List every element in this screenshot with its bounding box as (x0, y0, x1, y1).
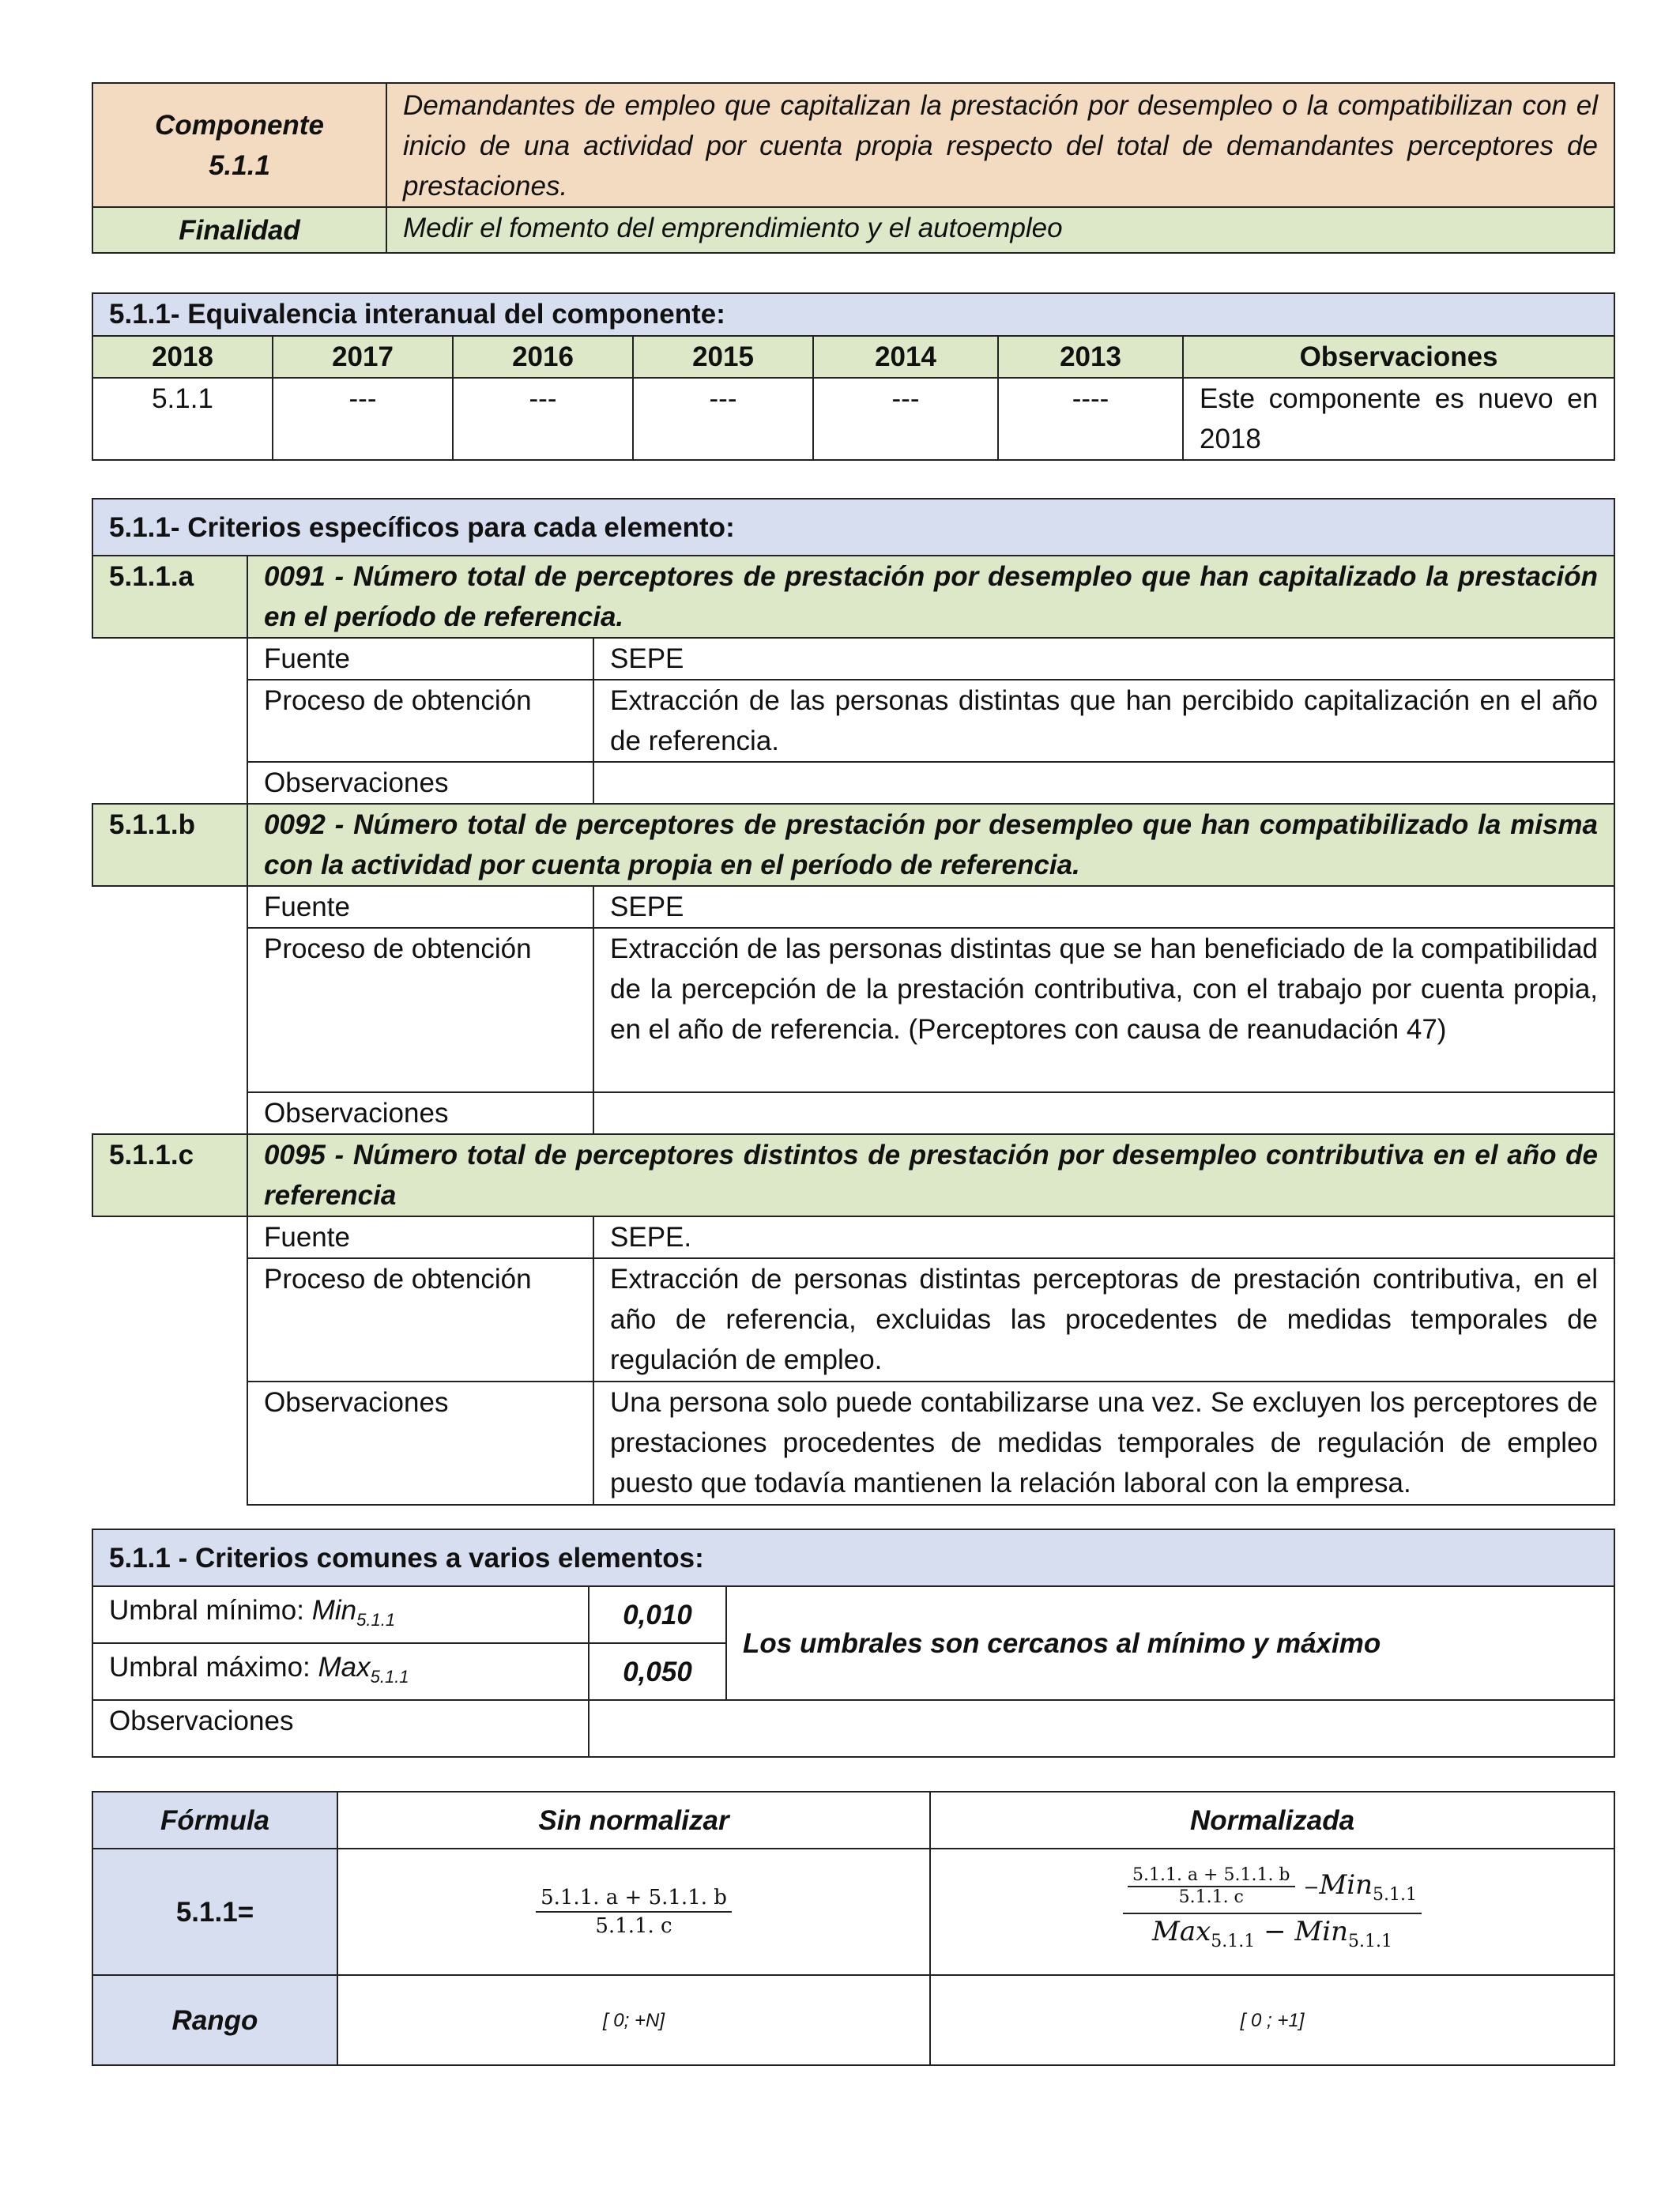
observaciones-label: Observaciones (247, 762, 593, 804)
rango-normalizada: [ 0 ; +1] (930, 1975, 1614, 2065)
element-code: 5.1.1.a (92, 556, 247, 638)
eq-header-2015: 2015 (633, 336, 813, 378)
eq-value-2017: --- (273, 378, 453, 460)
umbral-minimo-label: Umbral mínimo: Min$_{5.1.1}$ (92, 1586, 589, 1643)
fraction: $\frac{5.1.1. a + 5.1.1. b}{5.1.1. c}$ −Min$_{5.1.1}$ Max$_{5.1.1}$ − Min$_{5.1.1}$ (1123, 1865, 1422, 1959)
sin-normalizar-header: Sin normalizar (337, 1792, 930, 1849)
sin-normalizar-formula (337, 1849, 930, 1975)
fuente-value: SEPE. (593, 1216, 1614, 1258)
fuente-value: SEPE (593, 638, 1614, 680)
eq-value-2014: --- (813, 378, 998, 460)
eq-value-2018: 5.1.1 (92, 378, 273, 460)
rango-sin-normalizar: [ 0; +N] (337, 1975, 930, 2065)
formula-table (92, 1791, 1615, 2066)
element-title: 0092 - Número total de perceptores de prestación por desempleo que han compatibilizado la misma con la actividad por cuenta propia en el período de referencia. (247, 804, 1614, 886)
eq-header-2018: 2018 (92, 336, 273, 378)
component-number: 5.1.1 (209, 149, 270, 181)
proceso-value: Extracción de las personas distintas que se han beneficiado de la compatibilidad de la percepción de la prestación contributiva, con el trabajo por cuenta propia, en el año de referencia. (Perceptores con causa de reanudación 47) (593, 928, 1614, 1092)
component-table (92, 82, 1615, 254)
umbral-maximo-label: Umbral máximo: Max$_{5.1.1}$ (92, 1643, 589, 1700)
criteria-table (92, 498, 1615, 1506)
umbral-maximo-value: 0,050 (589, 1643, 726, 1700)
proceso-label: Proceso de obtención (247, 1258, 593, 1382)
eq-observaciones: Este componente es nuevo en 2018 (1183, 378, 1614, 460)
eq-header-2017: 2017 (273, 336, 453, 378)
fuente-value: SEPE (593, 886, 1614, 928)
umbral-minimo-value: 0,010 (589, 1586, 726, 1643)
component-label: Componente (155, 109, 324, 141)
common-criteria-table (92, 1529, 1615, 1758)
finalidad-text: Medir el fomento del emprendimiento y el autoempleo (386, 207, 1614, 253)
proceso-label: Proceso de obtención (247, 680, 593, 762)
fuente-label: Fuente (247, 886, 593, 928)
element-title: 0091 - Número total de perceptores de prestación por desempleo que han capitalizado la prestación en el período de referencia. (247, 556, 1614, 638)
proceso-value: Extracción de las personas distintas que han percibido capitalización en el año de referencia. (593, 680, 1614, 762)
eq-value-2013: ---- (998, 378, 1183, 460)
normalizada-header: Normalizada (930, 1792, 1614, 1849)
observaciones-value (593, 1092, 1614, 1134)
eq-header-2016: 2016 (453, 336, 633, 378)
element-code: 5.1.1.c (92, 1134, 247, 1216)
eq-header-observaciones: Observaciones (1183, 336, 1614, 378)
rango-label: Rango (92, 1975, 337, 2065)
eq-value-2016: --- (453, 378, 633, 460)
normalizada-formula (930, 1849, 1614, 1975)
observaciones-value (593, 762, 1614, 804)
eq-value-2015: --- (633, 378, 813, 460)
finalidad-label: Finalidad (92, 207, 386, 253)
observaciones-label: Observaciones (247, 1382, 593, 1505)
fraction: $\frac{5.1.1. a + 5.1.1. b}{5.1.1. c}$ (536, 1884, 732, 1940)
equivalence-title: 5.1.1- Equivalencia interanual del componente: (92, 293, 1614, 336)
proceso-value: Extracción de personas distintas perceptoras de prestación contributiva, en el año de referencia, excluidas las procedentes de medidas temporales de regulación de empleo. (593, 1258, 1614, 1382)
observaciones-value: Una persona solo puede contabilizarse una vez. Se excluyen los perceptores de prestaciones procedentes de medidas temporales de regulación de empleo puesto que todavía mantienen la relación laboral con la empresa. (593, 1382, 1614, 1505)
fuente-label: Fuente (247, 638, 593, 680)
eq-header-2014: 2014 (813, 336, 998, 378)
formula-header: Fórmula (92, 1792, 337, 1849)
common-observaciones-value (589, 1700, 1614, 1757)
equivalence-table (92, 292, 1615, 461)
fuente-label: Fuente (247, 1216, 593, 1258)
common-observaciones-label: Observaciones (92, 1700, 589, 1757)
eq-header-2013: 2013 (998, 336, 1183, 378)
component-description: Demandantes de empleo que capitalizan la prestación por desempleo o la compatibilizan con el inicio de una actividad por cuenta propia respecto del total de demandantes perceptores de prestaciones. (386, 83, 1614, 207)
criteria-title: 5.1.1- Criterios específicos para cada elemento: (92, 499, 1614, 556)
formula-row-label: 5.1.1= (92, 1849, 337, 1975)
element-code: 5.1.1.b (92, 804, 247, 886)
common-title: 5.1.1 - Criterios comunes a varios elementos: (92, 1529, 1614, 1586)
observaciones-label: Observaciones (247, 1092, 593, 1134)
umbral-note: Los umbrales son cercanos al mínimo y máximo (726, 1586, 1614, 1700)
component-label-cell (92, 83, 386, 207)
proceso-label: Proceso de obtención (247, 928, 593, 1092)
element-title: 0095 - Número total de perceptores distintos de prestación por desempleo contributiva en el año de referencia (247, 1134, 1614, 1216)
